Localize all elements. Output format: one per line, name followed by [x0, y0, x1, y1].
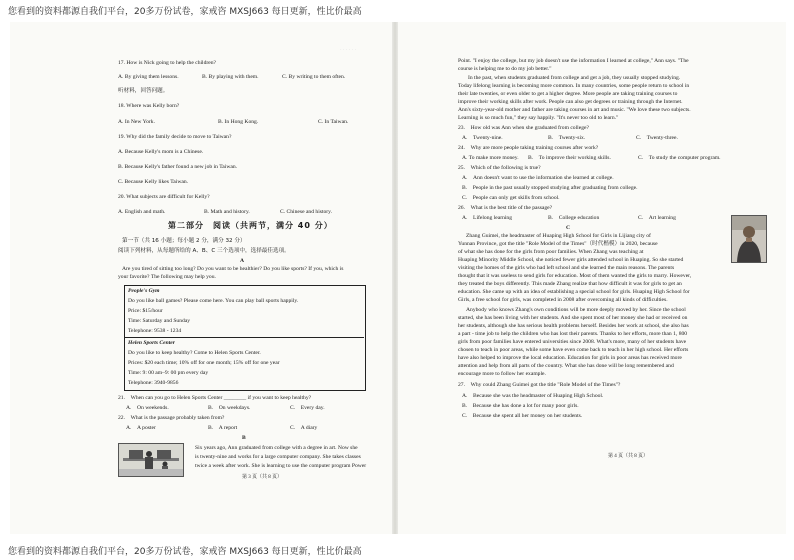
option-19b: B. Because Kelly's father found a new job in Taiwan.	[118, 164, 238, 170]
option-25a: A. Ann doesn't want to use the information she learned at college.	[462, 175, 614, 181]
ad-gym-telephone: Telephone: 9538 - 1234	[128, 328, 182, 334]
passage-b-cont-line-1: Point. "I enjoy the college, but my job doesn't use the information I learned at college," Ann says. "The	[458, 58, 689, 64]
passage-c-line-2: Yunnan Province, got the title "Role Model of the Times"（时代楷模）in 2020, because	[458, 241, 658, 247]
section-one-heading: 第一节（共 16 小题；每小题 2 分，满分 32 分）	[122, 238, 246, 244]
option-25b: B. People in the past usually stopped studying after graduating from college.	[462, 185, 638, 191]
option-17c: C. By writing to them often.	[282, 74, 346, 80]
option-22a: A. A poster	[126, 425, 156, 431]
passage-c-line-9: Girls, a free school for girls, was completed in 2008 after overcoming all kinds of difficulties.	[458, 297, 668, 303]
question-23: 23. How old was Ann when she graduated from college?	[458, 125, 589, 131]
watermark-banner-bottom: 您看到的资料都源自我们平台，20多万份试卷，家戒咨 MXSJ663 每日更新，性比价最高	[8, 547, 362, 557]
passage-a-label: A	[240, 258, 245, 264]
passage-b-cont-line-3: In the past, when students graduated from college and get a job, they usually stopped studying.	[468, 75, 681, 81]
passage-c-line-1: Zhang Guimei, the headmaster of Huaping High School for Girls in Lijiang city of	[466, 233, 651, 239]
passage-b-cont-line-5: their late twenties, or even older to get a higher degree. More people are taking training courses to	[458, 91, 678, 97]
option-23c: C. Twenty-three.	[636, 135, 678, 141]
passage-c-portrait	[731, 215, 767, 263]
listening-instruction: 听材料，回答问题。	[118, 88, 169, 94]
passage-c-line-3: of what she has done for the girls from poor families. When Zhang was teaching at	[458, 249, 644, 255]
passage-b-cont-line-4: Today lifelong learning is becoming more common. In many countries, some people return to school in	[458, 83, 690, 89]
passage-c-line-7: they treated the boys differently. This made Zhang realize that how difficult it was for girls to get an	[458, 281, 682, 287]
passage-b-line-3: twice a week after work. She is learning to use the computer program Power	[195, 463, 367, 469]
exam-page-3	[10, 22, 394, 534]
passage-c-line-10: Anybody who knows Zhang's own conditions will be more deeply moved by her. Since the school	[466, 307, 686, 313]
option-18c: C. In Taiwan.	[318, 119, 349, 125]
passage-c-line-14: girls from poor families have entered universities since 2008. What's more, many of her students have	[458, 339, 687, 345]
passage-c-line-17: attention and help from all parts of the country. What she has done will be long remembered and	[458, 363, 674, 369]
passage-c-line-6: thought that it was useless to send girls for education. Most of them wanted the girls to marry. However,	[458, 273, 692, 279]
option-18b: B. In Hong Kong.	[218, 119, 259, 125]
ad-sports-center-telephone: Telephone: 3940-9856	[128, 380, 179, 386]
option-21b: B. On weekdays.	[208, 405, 251, 411]
watermark-banner-top: 您看到的资料都源自我们平台，20多万份试卷，家戒咨 MXSJ663 每日更新，性比价最高	[8, 7, 362, 17]
option-19a: A. Because Kelly's mom is a Chinese.	[118, 149, 204, 155]
passage-b-cont-line-6: improve their working skills after work. People can also get degrees or training through the Internet.	[458, 99, 683, 105]
question-27: 27. Why could Zhang Guimei got the title "Role Model of the Times"?	[458, 382, 621, 388]
question-18: 18. Where was Kelly born?	[118, 103, 180, 109]
option-17b: B. By playing with them.	[202, 74, 259, 80]
ad-sports-center-prices: Prices: $20 each time; 10% off for one month; 15% off for one year	[128, 360, 280, 366]
option-20c: C. Chinese and history.	[280, 209, 332, 215]
option-25c: C. People can only get skills from school.	[462, 195, 560, 201]
ad-gym-title: People's Gym	[128, 288, 160, 294]
ad-sports-center-line: Do you like to keep healthy? Come to Helen Sports Center.	[128, 350, 261, 356]
section-one-instruction: 阅读下列材料，从每题所给的 A、B、C 三个选项中，选择最佳选项。	[118, 248, 290, 254]
passage-b-photo	[118, 443, 184, 477]
option-27c: C. Because she spent all her money on her students.	[462, 413, 583, 419]
ad-sports-center-title: Helen Sports Center	[128, 340, 175, 346]
ad-gym-time: Time: Saturday and Sunday	[128, 318, 191, 324]
question-21: 21. When can you go to Helen Sports Center ________ if you want to keep healthy?	[118, 395, 312, 401]
passage-a-intro-line-1: Are you tired of sitting too long? Do you want to be healthier? Do you like sports? If you, which is	[122, 266, 344, 272]
option-27a: A. Because she was the headmaster of Huaping High School.	[462, 393, 604, 399]
page-footer-4: 第 4 页（共 8 页）	[608, 454, 649, 459]
option-21a: A. On weekends.	[126, 405, 169, 411]
passage-c-line-12: her students, although she has serious health problems herself. Besides her work at school, she also has	[458, 323, 689, 329]
option-22b: B. A report	[208, 425, 238, 431]
option-24b: B. To improve their working skills.	[528, 155, 611, 161]
option-24c: C. To study the computer program.	[638, 155, 721, 161]
question-26: 26. What is the best title of the passage?	[458, 205, 553, 211]
option-26c: C. Art learning	[638, 215, 676, 221]
question-22: 22. What is the passage probably taken from?	[118, 415, 225, 421]
question-17: 17. How is Nick going to help the children?	[118, 60, 217, 66]
ad-gym-line: Do you like ball games? Please come here. You can play ball sports happily.	[128, 298, 299, 304]
passage-b-label: B	[242, 435, 246, 441]
option-26a: A. Lifelong learning	[462, 215, 513, 221]
passage-c-line-18: encourage more to follow her example.	[458, 371, 546, 377]
exam-page-4	[398, 22, 786, 534]
option-19c: C. Because Kelly likes Taiwan.	[118, 179, 189, 185]
option-20b: B. Math and history.	[204, 209, 250, 215]
passage-b-line-1: Six years ago, Ann graduated from college with a degree in art. Now she	[195, 445, 358, 451]
option-23a: A. Twenty-nine.	[462, 135, 503, 141]
passage-c-line-13: a part - time job to help the children who has lost their parents. Thanks to her efforts, more than 1, 800	[458, 331, 688, 337]
option-18a: A. In New York.	[118, 119, 155, 125]
portrait-icon	[732, 216, 766, 262]
option-21c: C. Every day.	[290, 405, 325, 411]
passage-c-line-16: have also helped to improve the local education. Education for girls in poor areas has received more	[458, 355, 682, 361]
passage-a-intro-line-2: your favorite? The following may help you.	[118, 274, 216, 280]
ad-gym-price: Price: $15/hour	[128, 308, 163, 314]
passage-b-cont-line-2: course is helping me to do my job better."	[458, 66, 552, 72]
passage-b-cont-line-8: Learning is so much fun," they say happily. "It's never too old to learn."	[458, 115, 619, 121]
passage-c-label: C	[566, 225, 571, 231]
bleed-through-text: · · · · · ·	[340, 48, 357, 53]
part-two-heading: 第二部分 阅读（共两节，满分 40 分）	[168, 221, 333, 230]
option-24a: A. To make more money.	[462, 155, 519, 161]
passage-c-line-8: education. She came up with an idea of establishing a special school for girls. Huaping High School for	[458, 289, 690, 295]
option-23b: B. Twenty-six.	[548, 135, 586, 141]
passage-b-line-2: is twenty-nine and works for a large computer company. She takes classes	[195, 454, 361, 460]
ad-sports-center-time: Time: 9: 00 am–9: 00 pm every day	[128, 370, 209, 376]
question-20: 20. What subjects are difficult for Kelly?	[118, 194, 210, 200]
passage-c-line-5: visiting the homes of the girls who had left school and she learned the main reasons. The parents	[458, 265, 675, 271]
passage-c-line-11: started, she has been living with her students. And she spent most of her money she had or received on	[458, 315, 688, 321]
passage-c-line-15: chosen to teach in poor areas, while some have even come back to teach in her high school. Her efforts	[458, 347, 689, 353]
passage-b-cont-line-7: Ann's sixty-year-old mother and father are taking courses in art and music. "We love these two subjects.	[458, 107, 691, 113]
question-24: 24. Why are more people taking training courses after work?	[458, 145, 599, 151]
option-26b: B. College education	[548, 215, 600, 221]
passage-c-line-4: Huaping Minority Middle School, she noticed fewer girls attended school in Huaping. So she started	[458, 257, 684, 263]
people-at-computer-icon	[119, 444, 183, 476]
option-27b: B. Because she has done a lot for many poor girls.	[462, 403, 579, 409]
option-17a: A. By giving them lessons.	[118, 74, 179, 80]
question-25: 25. Which of the following is true?	[458, 165, 541, 171]
advertisement-divider	[124, 337, 364, 338]
question-19: 19. Why did the family decide to move to Taiwan?	[118, 134, 232, 140]
option-20a: A. English and math.	[118, 209, 166, 215]
option-22c: C. A diary	[290, 425, 318, 431]
page-footer-3: 第 3 页（共 8 页）	[242, 475, 283, 480]
